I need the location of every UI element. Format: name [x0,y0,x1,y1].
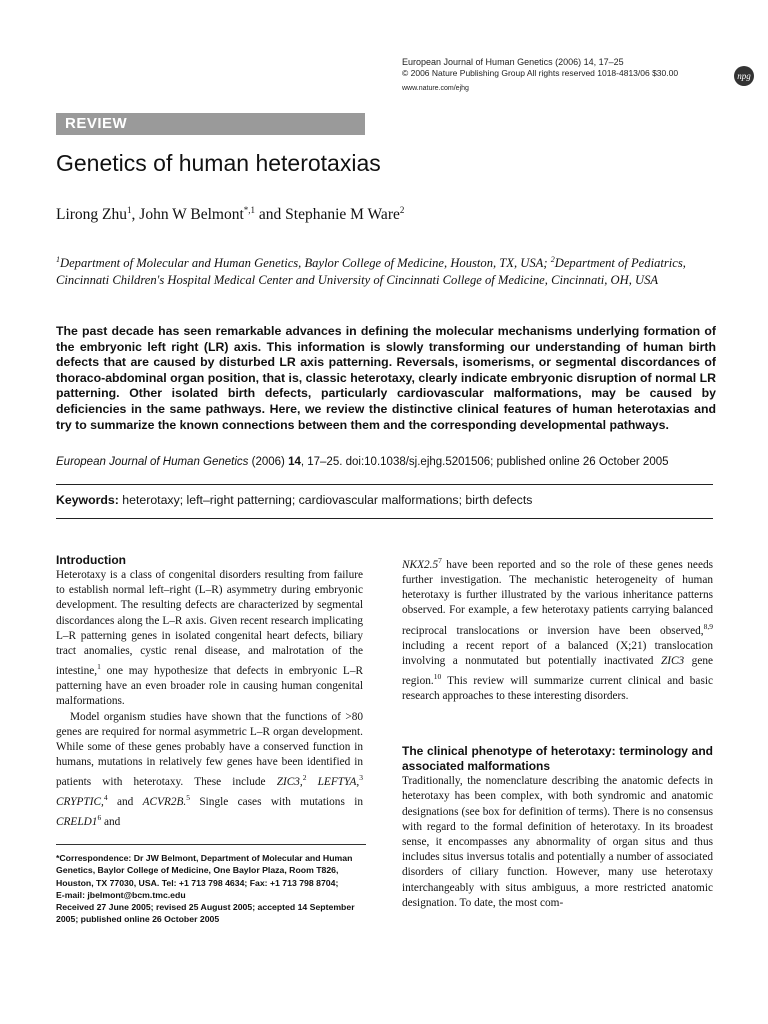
body-paragraph: $NKX2.5^7$ have been reported and so the role of these genes needs further investigation. The mechanistic heterogeneity of human heterotaxy is further illustrated by the various inheritance patterns observed. For example, a few heterotaxy patients carrying balanced reciprocal translocations or inversion have been observed,$^{8,9}$ including a recent report of a balanced (X;21) translocation involving a nonmutated but potentially inactivated ZIC3 gene region.$^{10}$ This review will summarize current clinical and basic research approaches to these interesting disorders. [402,556,713,702]
citation-journal: European Journal of Human Genetics [56,456,249,468]
reference-mark[interactable]: 6 [97,813,102,823]
keywords-text: heterotaxy; left–right patterning; cardiovascular malformations; birth defects [118,493,533,507]
section-label: REVIEW [56,113,365,135]
author-affiliation-mark: *,1 [243,205,256,215]
reference-mark[interactable]: 4 [103,793,108,803]
abstract: The past decade has seen remarkable advances in defining the molecular mechanisms underlying formation of the embryonic left right (LR) axis. This information is slowly transforming our understanding of human birth defects that are caused by disturbed LR axis patterning. Reversals, isomerisms, or segmental discordances of thoraco-abdominal organ position, that is, classic heterotaxy, clearly indicate embryonic disruption of normal LR patterning. Other isolated birth defects, particularly cardiovascular malformations, may be caused by deficiencies in the same pathways. Here, we review the distinctive clinical features of human heterotaxias and try to summarize the known connections between them and the corresponding developmental pathways. [56,324,716,432]
footnote-divider [56,844,366,845]
gene-name: LEFTYA, [306,776,360,789]
journal-citation-line: European Journal of Human Genetics (2006) 14, 17–25 [402,57,624,67]
copyright-line: © 2006 Nature Publishing Group All rights reserved 1018-4813/06 $30.00 [402,68,679,78]
left-column [56,553,363,830]
reference-mark[interactable]: 8,9 [703,621,713,631]
affiliations [56,251,716,289]
body-paragraph: Model organism studies have shown that the functions of >80 genes are required for normal asymmetric L–R organ development. While some of these genes probably have a conserved function in humans, mutations in relatively few genes have been identified in patients with heterotaxy. These include ZIC3,$^2$ LEFTYA,$^3$ CRYPTIC,$^4$ and ACVR2B.$^5$ Single cases with mutations in $CRELD1^6$ and [56,710,363,829]
paper-title: Genetics of human heterotaxias [56,150,381,176]
keywords-label: Keywords: [56,493,119,507]
author-affiliation-mark: 1 [127,205,132,215]
body-paragraph: Traditionally, the nomenclature describing the anatomic defects in heterotaxy has been complex, with both syndromic and anatomic designations (see box for definition of terms). There is no consensus with regard to the formal definition of heterotaxy. In its broadest sense, it encompasses any abnormality of organ situs and thus includes situs inversus totalis and potentially a number of associated disorders of ciliary function. However, many use heterotaxy interchangeably with situs ambiguus, a more restricted anatomic designation. To date, the most com- [402,775,713,909]
gene-name: CRELD1 [56,816,98,829]
reference-mark[interactable]: 2 [302,773,307,783]
affiliation-mark: 2 [550,255,555,264]
author-separator: and [255,206,286,224]
reference-mark[interactable]: 5 [186,793,191,803]
citation-volume: 14 [288,456,301,468]
author-list [56,205,404,224]
affiliation-text: Department of Pediatrics, Cincinnati Children's Hospital Medical Center and University of Cincinnati College of Medicine, Cincinnati, OH, USA [56,256,686,288]
gene-name: NKX2.5 [402,558,439,571]
author-name: Lirong Zhu [56,206,128,224]
affiliation-text: Department of Molecular and Human Genetics, Baylor College of Medicine, Houston, TX, USA; [60,256,551,271]
gene-name: ACVR2B. [142,796,187,809]
reference-mark[interactable]: 10 [433,671,442,681]
correspondence-text: *Correspondence: Dr JW Belmont, Department of Molecular and Human Genetics, Baylor College of Medicine, One Baylor Plaza, Room T826, Houston, TX 77030, USA. Tel: +1 713 798 4634; Fax: +1 713 798 8704; [56,853,353,888]
body-paragraph: Heterotaxy is a class of congenital disorders resulting from failure to establish normal left–right (L–R) asymmetry during embryonic development. The resulting defects are characterized by segmental discordances along the L–R axis. Given recent research implicating L–R patterning genes in isolated congenital heart defects, biliary tract anomalies, cystic renal disease, and malrotation of the intestine,$^1$ one may hypothesize that defects in embryonic L–R patterning have an even broader role in causing human congenital malformations. [56,569,363,708]
journal-url[interactable]: www.nature.com/ejhg [402,85,469,92]
keywords [56,493,716,507]
correspondence-footnote [56,852,366,926]
author-separator: , [131,206,140,224]
author-name: John W Belmont [139,206,244,224]
reference-mark[interactable]: 3 [359,773,363,783]
reference-mark[interactable]: 1 [97,662,101,672]
divider [56,518,713,519]
author-name: Stephanie M Ware [285,206,400,224]
section-heading-introduction: Introduction [56,553,126,567]
author-affiliation-mark: 2 [399,205,405,215]
received-dates: Received 27 June 2005; revised 25 August 2005; accepted 14 September 2005; published online 26 October 2005 [56,902,355,925]
gene-name: CRYPTIC, [56,796,104,809]
article-citation [56,456,716,468]
right-column [402,553,713,911]
gene-name: ZIC3 [660,654,685,667]
citation-details: , 17–25. doi:10.1038/sj.ejhg.5201506; published online 26 October 2005 [300,456,669,468]
journal-header [402,57,722,94]
correspondence-email[interactable]: E-mail: jbelmont@bcm.tmc.edu [56,889,186,900]
reference-mark[interactable]: 7 [438,556,442,565]
citation-year: (2006) [248,456,289,468]
npg-logo-icon: npg [734,66,754,86]
section-heading-clinical-phenotype: The clinical phenotype of heterotaxy: terminology and associated malformations [402,744,713,774]
gene-name: ZIC3, [276,776,303,789]
affiliation-mark: 1 [56,255,60,264]
divider [56,484,713,485]
